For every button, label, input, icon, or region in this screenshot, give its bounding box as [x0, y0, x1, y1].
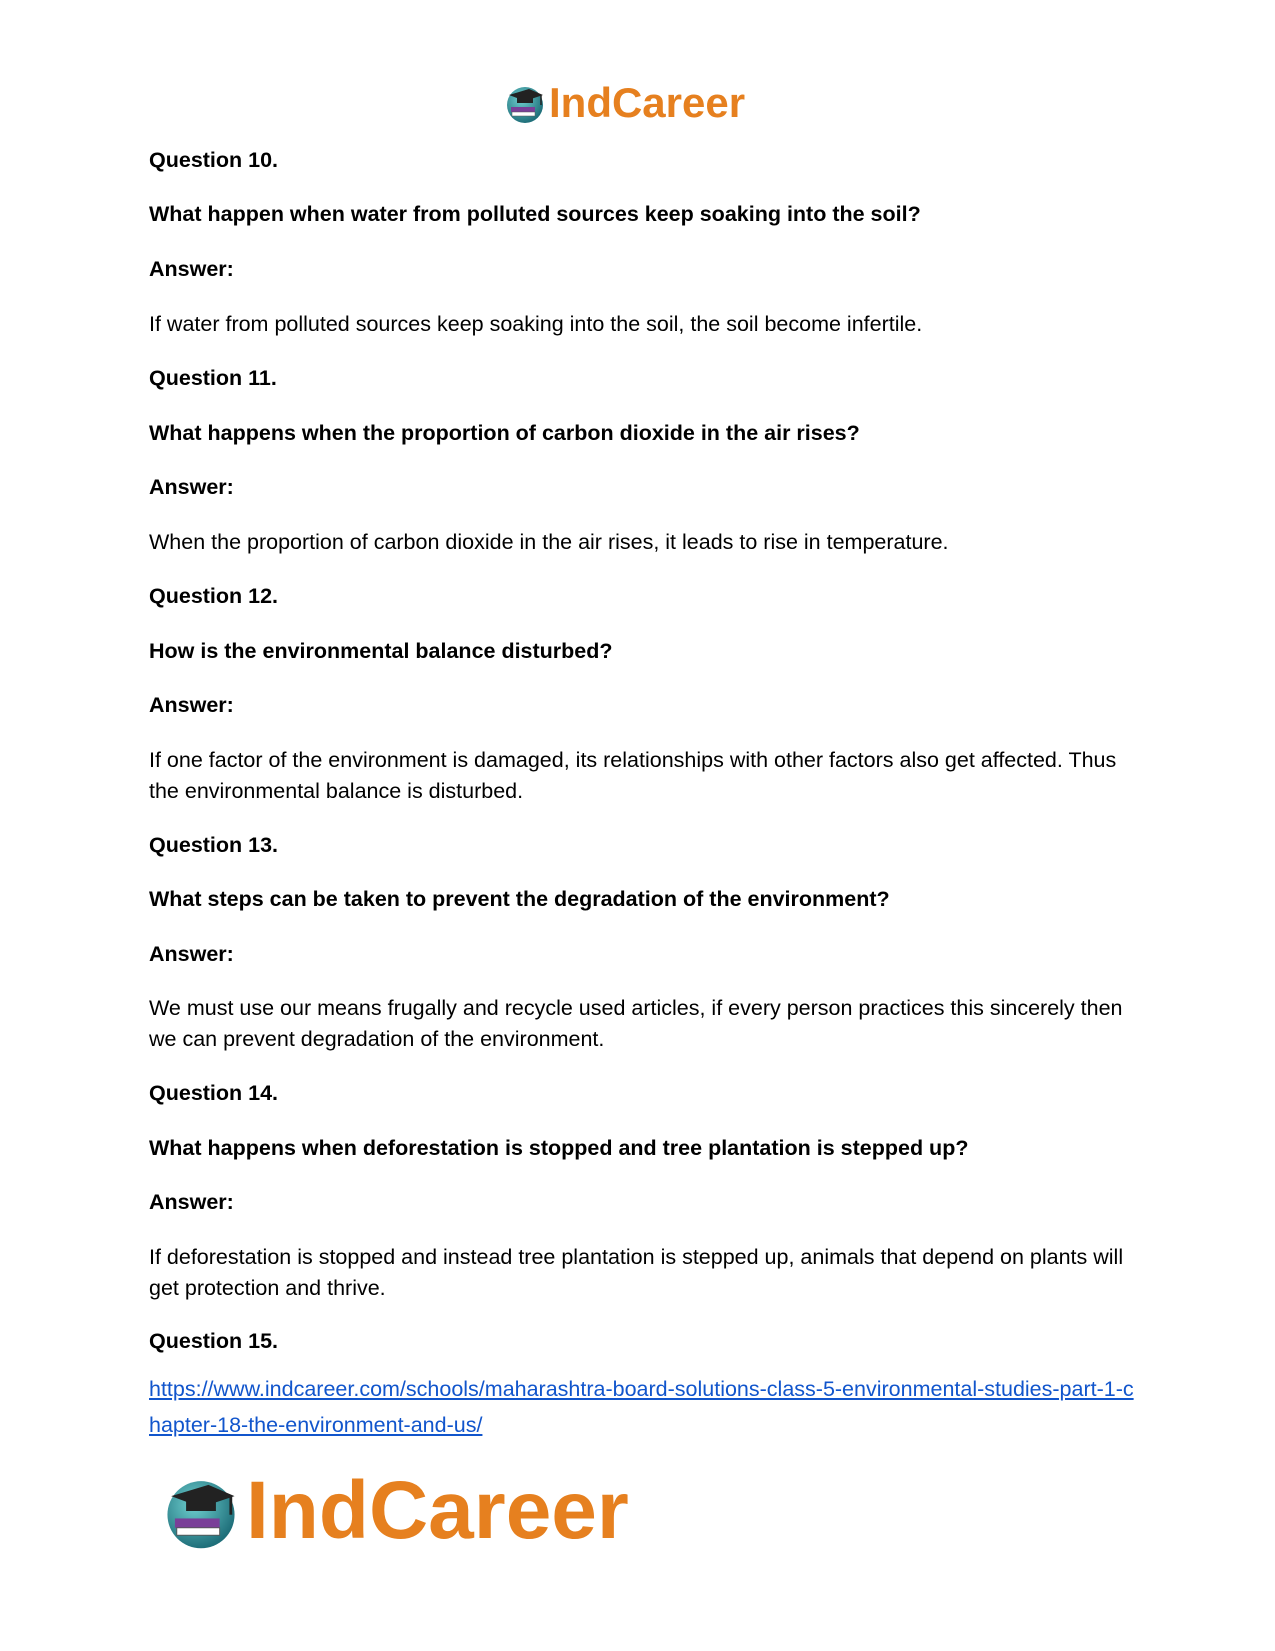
header-logo	[503, 78, 745, 128]
question-number: Question 11.	[149, 366, 277, 390]
answer-text: If one factor of the environment is damaged, its relationships with other factors also get affected. Thus the environmental balance is disturbed.	[149, 748, 1117, 803]
brand-name: IndCareer	[549, 79, 746, 126]
footer-link[interactable]: https://www.indcareer.com/schools/maharashtra-board-solutions-class-5-environmental-studies-part-1-chapter-18-the-environment-and-us/	[149, 1377, 1134, 1437]
answer-label: Answer:	[149, 942, 234, 966]
question-number: Question 13.	[149, 833, 279, 857]
footer-logo	[160, 1466, 629, 1556]
answer-text: If water from polluted sources keep soaking into the soil, the soil become infertile.	[149, 312, 923, 336]
question-number: Question 12.	[149, 584, 279, 608]
brand-name: IndCareer	[246, 1465, 629, 1556]
answer-label: Answer:	[149, 1190, 234, 1214]
question-text: What steps can be taken to prevent the degradation of the environment?	[149, 887, 890, 911]
question-number: Question 15.	[149, 1329, 279, 1353]
question-text: What happens when deforestation is stopped and tree plantation is stepped up?	[149, 1136, 969, 1160]
answer-text: If deforestation is stopped and instead tree plantation is stepped up, animals that depend on plants will get protection and thrive.	[149, 1245, 1124, 1300]
question-text: What happens when the proportion of carbon dioxide in the air rises?	[149, 421, 860, 445]
answer-label: Answer:	[149, 475, 234, 499]
answer-text: We must use our means frugally and recycle used articles, if every person practices this sincerely then we can prevent degradation of the environment.	[149, 996, 1123, 1051]
graduation-cap-globe-icon	[503, 81, 547, 125]
answer-label: Answer:	[149, 257, 234, 281]
answer-text: When the proportion of carbon dioxide in the air rises, it leads to rise in temperature.	[149, 530, 949, 554]
graduation-cap-globe-icon	[160, 1470, 242, 1552]
answer-label: Answer:	[149, 693, 234, 717]
question-number: Question 10.	[149, 148, 279, 172]
question-number: Question 14.	[149, 1081, 279, 1105]
question-text: How is the environmental balance disturbed?	[149, 639, 613, 663]
question-text: What happen when water from polluted sources keep soaking into the soil?	[149, 202, 921, 226]
